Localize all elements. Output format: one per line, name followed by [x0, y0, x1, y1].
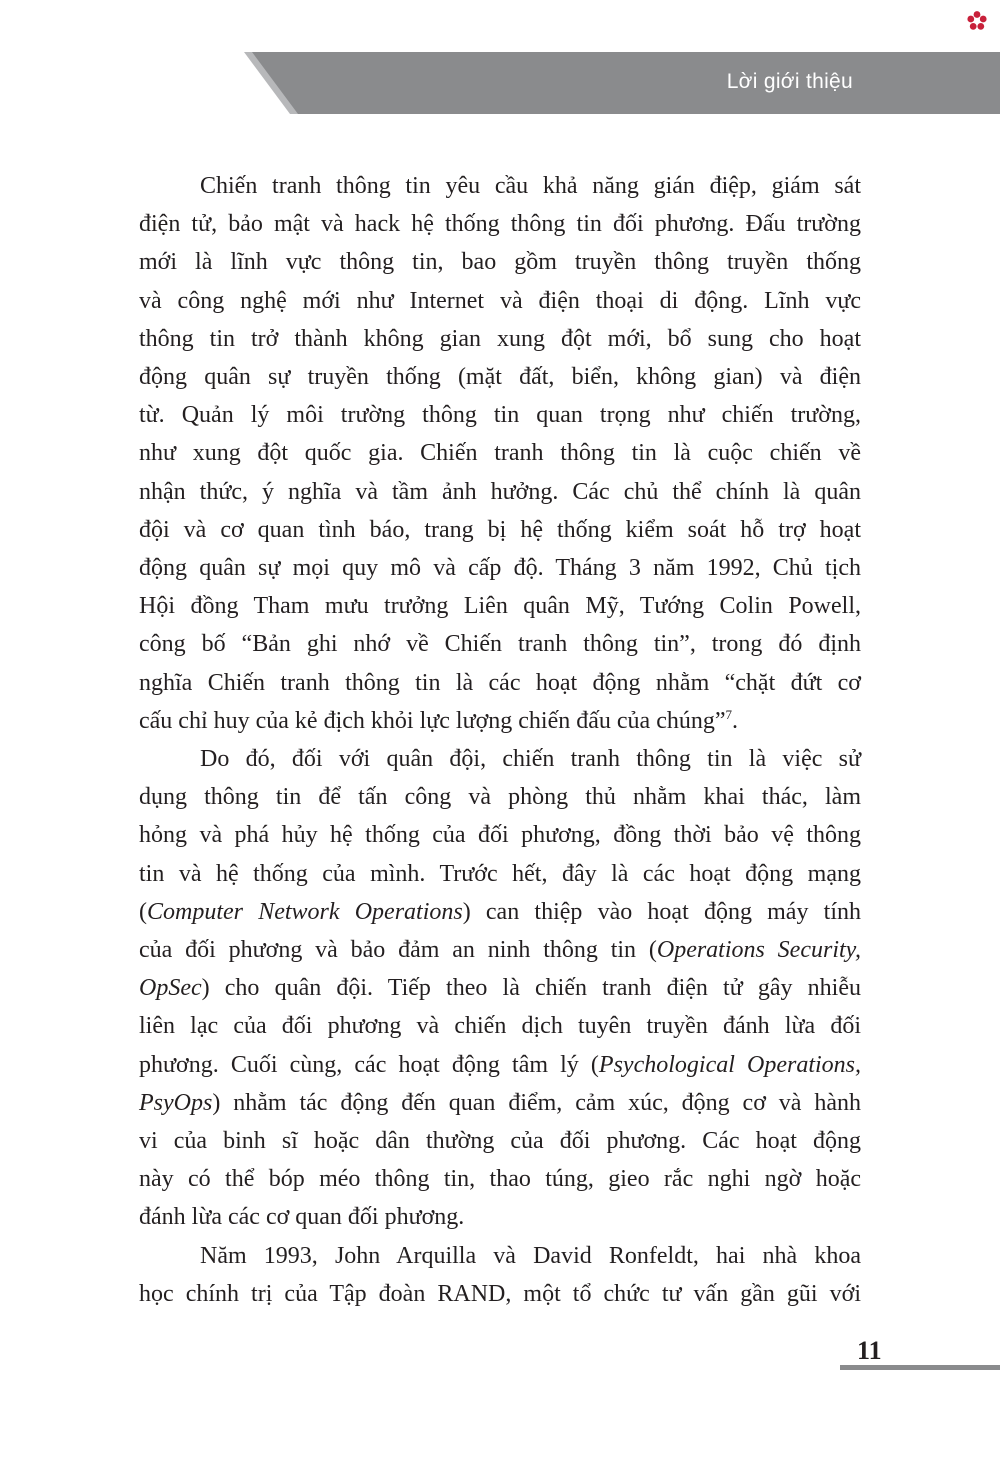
italic-term: Computer Network Operations [147, 898, 463, 925]
section-title: Lời giới thiệu [726, 70, 853, 93]
text-line: điện tử, bảo mật và hack hệ thống thông tin đối phương. Đấu trường [139, 211, 861, 238]
text-line: đội và cơ quan tình báo, trang bị hệ thống kiểm soát hỗ trợ hoạt [139, 516, 861, 543]
text-line: đánh lừa các cơ quan đối phương. [139, 1204, 465, 1231]
text-line: và công nghệ mới như Internet và điện thoại di động. Lĩnh vực [139, 287, 861, 314]
italic-term: Psychological Operations, [598, 1051, 862, 1078]
text-line: học chính trị của Tập đoàn RAND, một tổ chức tư vấn gần gũi với [139, 1280, 861, 1307]
text-line: động quân sự mọi quy mô và cấp độ. Tháng 3 năm 1992, Chủ tịch [139, 555, 861, 582]
body-text [139, 167, 861, 1313]
paragraph-1 [139, 167, 861, 740]
flower-logo-icon [966, 10, 988, 32]
text-line: thông tin trở thành không gian xung đột mới, bổ sung cho hoạt [139, 325, 861, 352]
page-number: 11 [857, 1336, 882, 1365]
text-line: Hội đồng Tham mưu trưởng Liên quân Mỹ, Tướng Colin Powell, [139, 593, 861, 620]
text-line: động quân sự truyền thống (mặt đất, biển, không gian) và điện [139, 364, 861, 391]
text-line: phương. Cuối cùng, các hoạt động tâm lý (Psychological Operations, [139, 1051, 862, 1078]
text-line: mới là lĩnh vực thông tin, bao gồm truyền thông truyền thống [139, 249, 861, 276]
italic-term: PsyOps [139, 1089, 213, 1116]
text-line: của đối phương và bảo đảm an ninh thông tin (Operations Security, [139, 937, 861, 964]
italic-term: Operations Security, [656, 937, 861, 964]
text-line: liên lạc của đối phương và chiến dịch tuyên truyền đánh lừa đối [139, 1013, 861, 1040]
text-line: PsyOps) nhằm tác động đến quan điểm, cảm xúc, động cơ và hành [139, 1089, 861, 1116]
text-line: này có thể bóp méo thông tin, thao túng, gieo rắc nghi ngờ hoặc [139, 1166, 861, 1193]
text-line-content: cấu chỉ huy của kẻ địch khỏi lực lượng chiến đấu của chúng” [139, 707, 726, 734]
text-line: tin và hệ thống của mình. Trước hết, đây là các hoạt động mạng [139, 860, 861, 887]
footnote-reference[interactable]: 7 [725, 706, 732, 722]
text-line [139, 702, 861, 740]
text-line: OpSec) cho quân đội. Tiếp theo là chiến tranh điện tử gây nhiễu [139, 975, 861, 1002]
text-line: từ. Quản lý môi trường thông tin quan trọng như chiến trường, [139, 402, 861, 429]
text-line: Năm 1993, John Arquilla và David Ronfeldt, hai nhà khoa [200, 1242, 861, 1269]
sentence-period: . [732, 707, 738, 734]
italic-term: OpSec [139, 975, 202, 1002]
text-line: vi của binh sĩ hoặc dân thường của đối phương. Các hoạt động [139, 1128, 861, 1155]
paragraph-2 [139, 740, 861, 1237]
text-line: nhận thức, ý nghĩa và tầm ảnh hưởng. Các chủ thể chính là quân [139, 478, 861, 505]
text-line: như xung đột quốc gia. Chiến tranh thông tin là cuộc chiến về [139, 440, 861, 467]
text-line: (Computer Network Operations) can thiệp vào hoạt động máy tính [139, 898, 861, 925]
text-line: Do đó, đối với quân đội, chiến tranh thông tin là việc sử [200, 746, 861, 773]
paragraph-3 [139, 1237, 861, 1313]
text-line: nghĩa Chiến tranh thông tin là các hoạt động nhằm “chặt đứt cơ [139, 669, 861, 696]
text-line: hỏng và phá hủy hệ thống của đối phương, đồng thời bảo vệ thông [139, 822, 861, 849]
text-line: công bố “Bản ghi nhớ về Chiến tranh thông tin”, trong đó định [139, 631, 861, 658]
page-number-rule [840, 1365, 1000, 1370]
text-line: dụng thông tin để tấn công và phòng thủ nhằm khai thác, làm [139, 784, 861, 811]
text-line: Chiến tranh thông tin yêu cầu khả năng gián điệp, giám sát [200, 173, 861, 199]
